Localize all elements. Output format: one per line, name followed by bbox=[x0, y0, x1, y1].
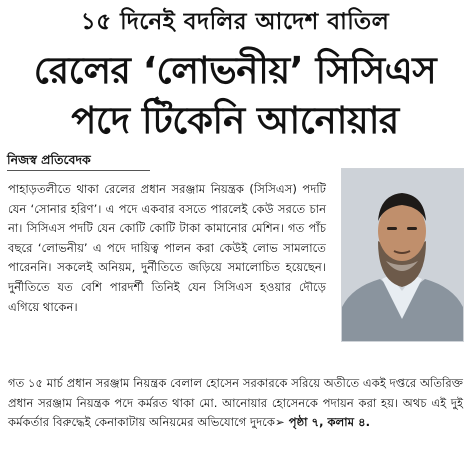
kicker-headline: ১৫ দিনেই বদলির আদেশ বাতিল bbox=[80, 9, 390, 35]
article-body-column bbox=[8, 180, 326, 317]
headline-line-2: পদে টিকেনি আনোয়ার bbox=[71, 99, 399, 142]
portrait-photo bbox=[341, 168, 464, 342]
continued-on-page-link[interactable]: ➢ পৃষ্ঠা ৭, কলাম ৪. bbox=[274, 415, 371, 430]
headline-line-1: রেলের ‘লোভনীয়’ সিসিএস bbox=[33, 49, 437, 92]
article-paragraph-2-text: গত ১৫ মার্চ প্রধান সরঞ্জাম নিয়ন্ত্রক বেলাল হোসেন সরকারকে সরিয়ে অতীতে একই দপ্তরে অতিরিক্ত প্রধান সরঞ্জাম নিয়ন্ত্রক পদে কর্মরত থাকা মো. আনোয়ার হোসেনকে পদায়ন করা হয়। অথচ এই দুই কর্মকর্তার বিরুদ্ধেই কেনাকাটায় অনিয়মের অভিযোগে দুদকে bbox=[8, 376, 463, 430]
article-body-full-width bbox=[8, 374, 463, 433]
byline: নিজস্ব প্রতিবেদক bbox=[7, 152, 91, 167]
article-paragraph-2 bbox=[8, 374, 463, 433]
byline-underline bbox=[7, 170, 150, 171]
article-paragraph-1: পাহাড়তলীতে থাকা রেলের প্রধান সরঞ্জাম নিয়ন্ত্রক (সিসিএস) পদটি যেন ‘সোনার হরিণ’। এ পদে একবার বসতে পারলেই কেউ সরতে চান না। সিসিএস পদটি যেন কোটি কোটি টাকা কামানোর মেশিন। গত পাঁচ বছরে ‘লোভনীয়’ এ পদে দায়িত্ব পালন করা কেউই লোভ সামলাতে পারেননি। সকলেই অনিয়ম, দুর্নীতিতে জড়িয়ে সমালোচিত হয়েছেন। দুর্নীতিতে যত বেশি পারদর্শী তিনিই যেন সিসিএস হওয়ার দৌড়ে এগিয়ে থাকেন। bbox=[8, 182, 326, 314]
